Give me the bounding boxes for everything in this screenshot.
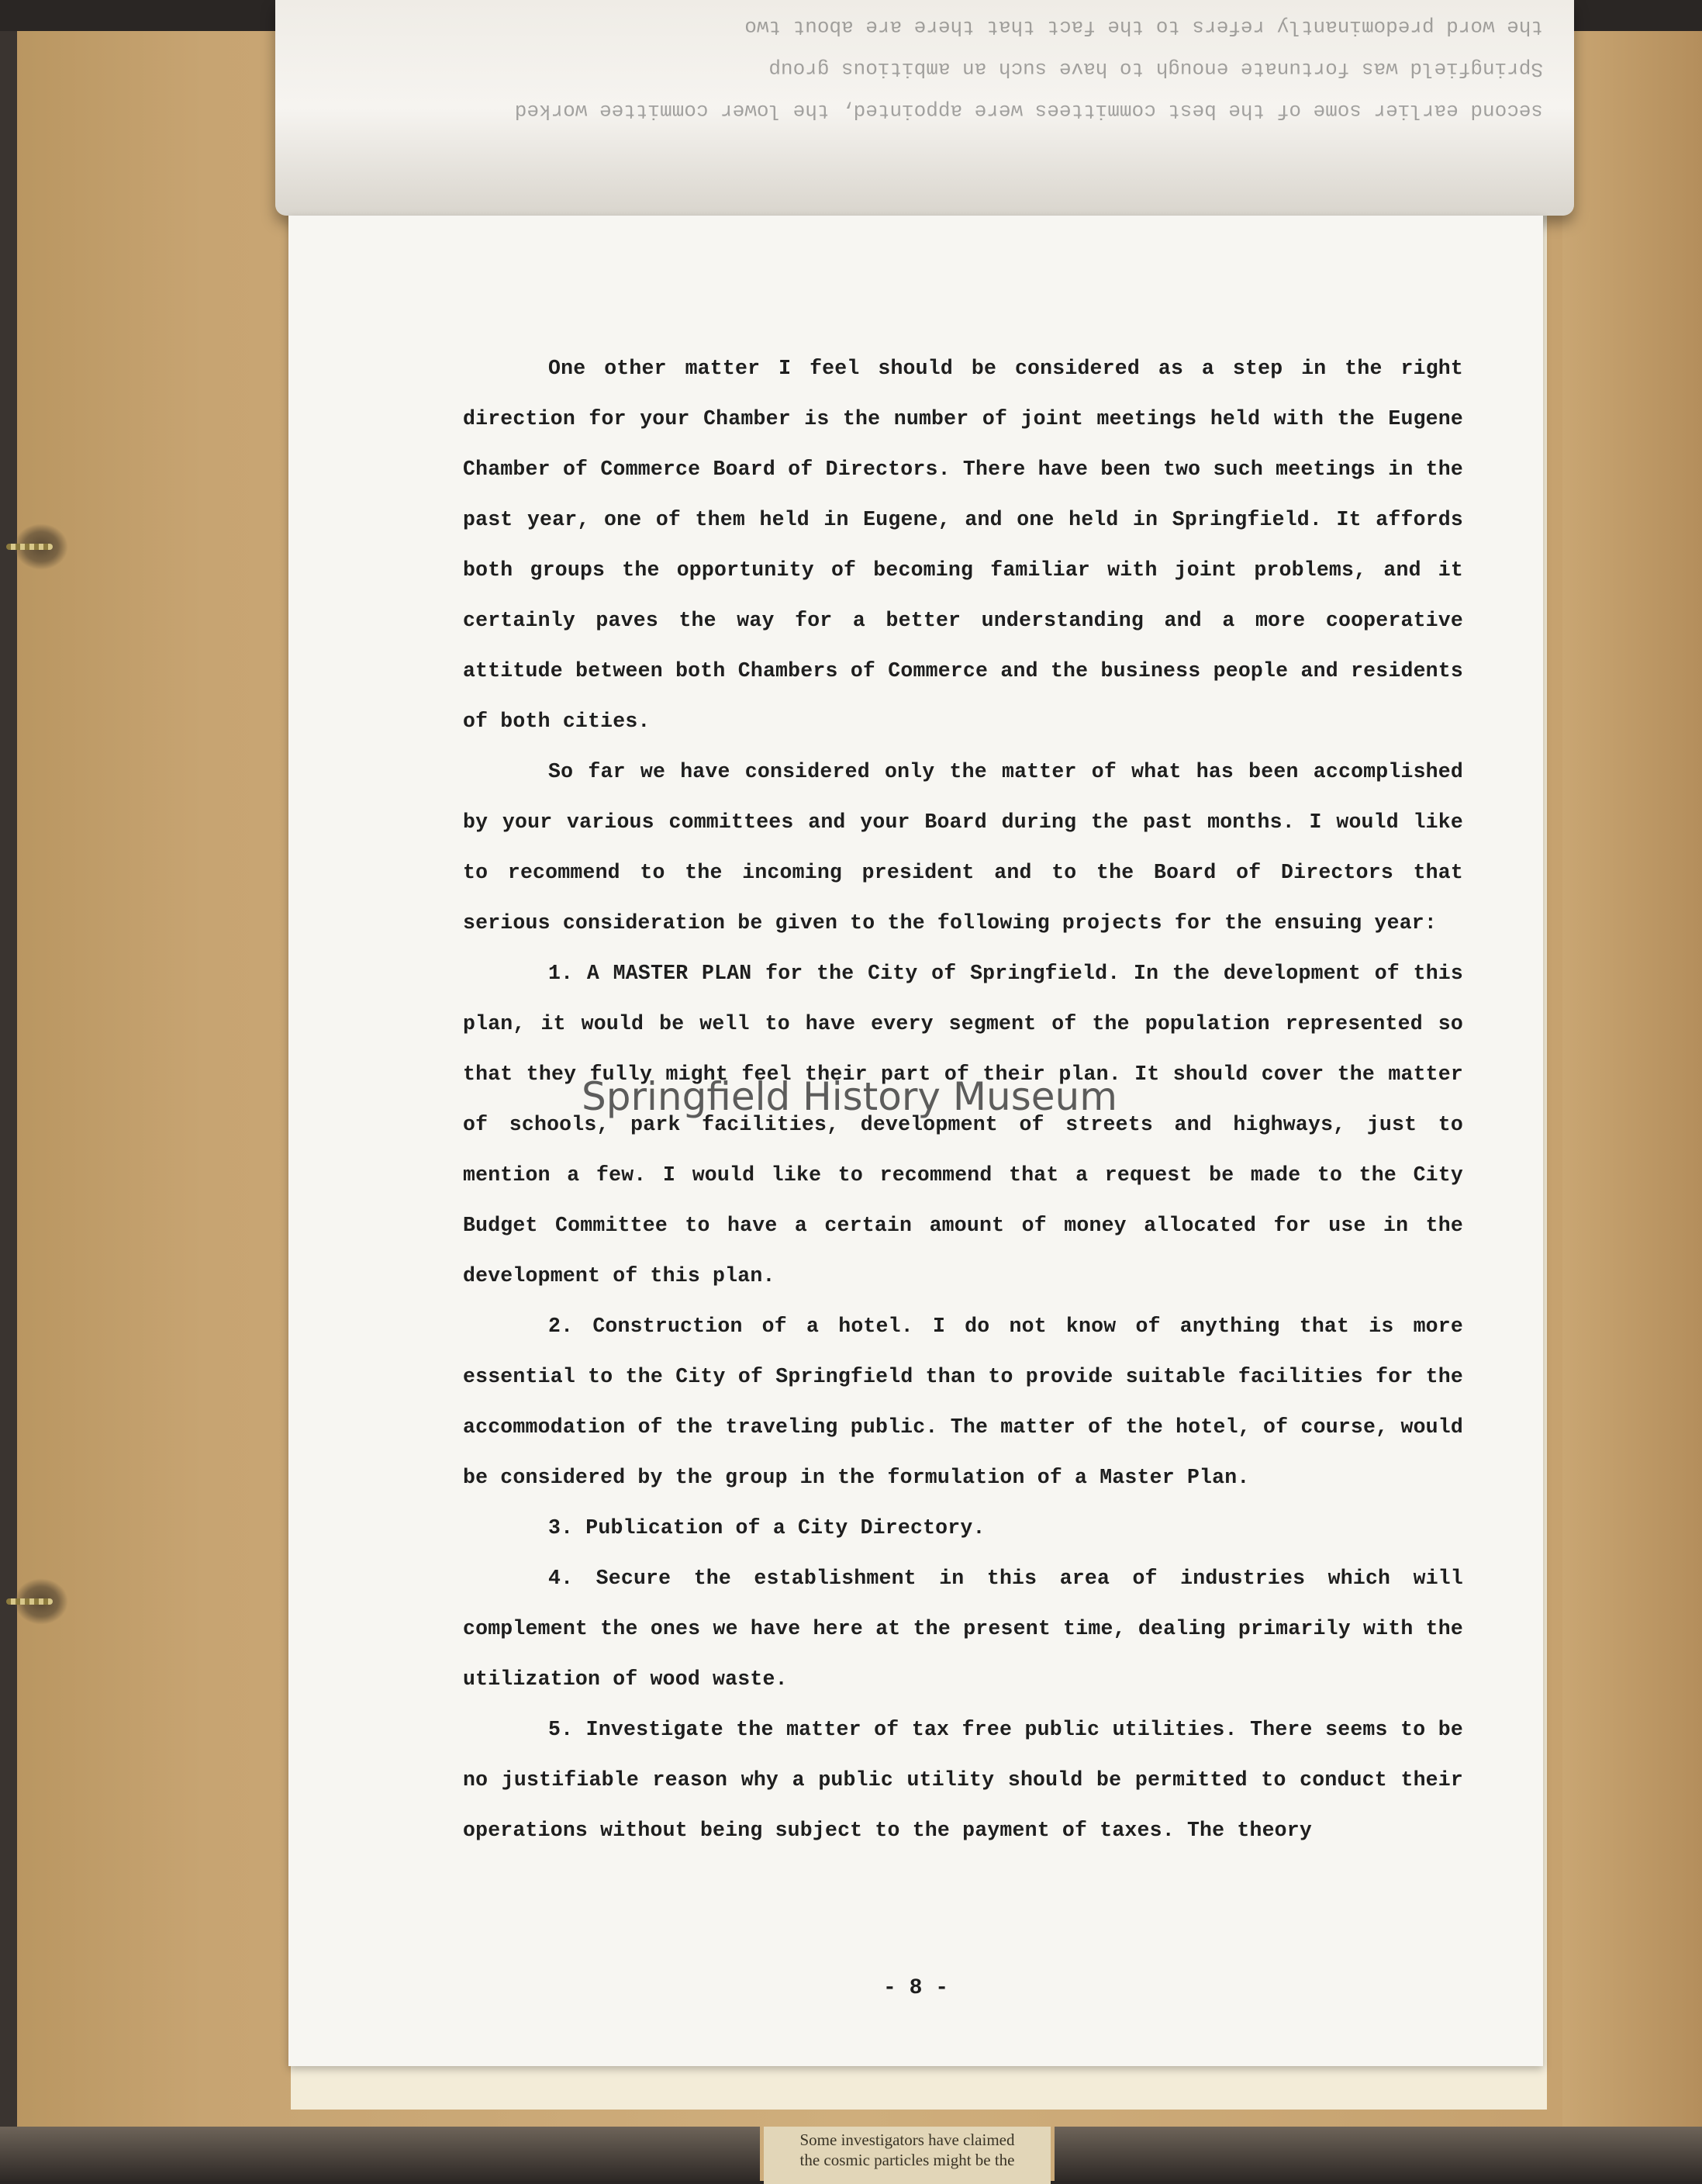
folder-right-strip [1562, 31, 1702, 2181]
mirrored-text-line: second earlier some of the best committees were appointed, the lower committee worked [514, 99, 1543, 123]
newspaper-clipping [764, 2127, 1051, 2184]
folder-bottom-edge-right [1055, 2127, 1702, 2181]
typewritten-page [288, 216, 1543, 2066]
binder-ring-hole-bottom [14, 1578, 68, 1625]
clipping-line: Some investigators have claimed [799, 2130, 1015, 2149]
binder-cord [6, 1598, 53, 1605]
item-city-directory: 3. Publication of a City Directory. [548, 1516, 986, 1540]
paragraph-recommendations: So far we have considered only the matter of what has been accomplished by your various committees and your Board during the past months. I would like to recommend to the incoming president and to the Board of Directors that serious consideration be given to the following projects for the ensuing year: [463, 760, 1463, 935]
clipping-line: the cosmic particles might be the [799, 2151, 1015, 2169]
item-tax-free-utilities: 5. Investigate the matter of tax free public utilities. There seems to be no justifiable reason why a public utility should be permitted to conduct their operations without being subject to the payment of taxes. The theory [463, 1718, 1463, 1842]
page-number: - 8 - [882, 1976, 948, 2000]
mirrored-text-line: Springfield was fortunate enough to have such an ambitious group [768, 57, 1543, 81]
item-hotel: 2. Construction of a hotel. I do not know of anything that is more essential to the City of Springfield than to provide suitable facilities for the accommodation of the traveling public. The matter of the hotel, of course, would be considered by the group in the formulation of a Master Plan. [463, 1315, 1463, 1489]
item-master-plan: 1. A MASTER PLAN for the City of Springfield. In the development of this plan, it would be well to have every segment of the population represented so that they fully might feel their part of their plan. It should cover the matter of schools, park facilities, development of streets and highways, just to mention a few. I would like to recommend that a request be made to the City Budget Committee to have a certain amount of money allocated for use in the development of this plan. [463, 962, 1463, 1287]
watermark: Springfield History Museum [582, 1074, 1117, 1119]
binder-cord [6, 544, 53, 550]
folder-bottom-edge [0, 2127, 760, 2181]
paragraph-joint-meetings: One other matter I feel should be considered as a step in the right direction for your Chamber is the number of joint meetings held with the Eugene Chamber of Commerce Board of Directors. There have been two such meetings in the past year, one of them held in Eugene, and one held in Springfield. It affords both groups the opportunity of becoming familiar with joint problems, and it certainly paves the way for a better understanding and a more cooperative attitude between both Chambers of Commerce and the business people and residents of both cities. [463, 357, 1463, 733]
binder-ring-hole-top [14, 524, 68, 570]
curled-previous-page [275, 0, 1574, 216]
item-industries: 4. Secure the establishment in this area of industries which will complement the ones we have here at the present time, dealing primarily with the utilization of wood waste. [463, 1567, 1463, 1691]
mirrored-text-line: the word predominantly refers to the fact that there are about two [744, 16, 1543, 39]
folder-edge [0, 31, 17, 2181]
